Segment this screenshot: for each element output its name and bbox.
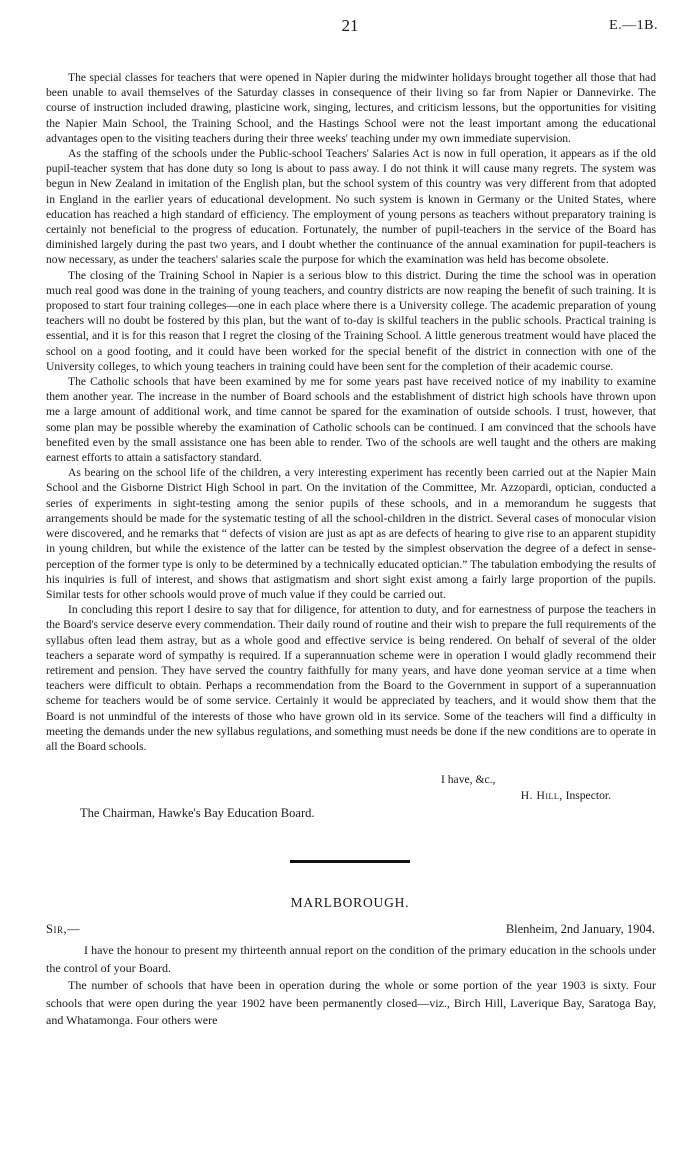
- closing-line: I have, &c.,: [441, 773, 496, 786]
- paragraph-conclusion: In concluding this report I desire to say that for diligence, for attention to duty, and for earnestness of purpose the teachers in the Board's service deserve every commendation. Their daily round of routine and their wish to prepare the full requirements of the syllabus often lead them astray, but as a whole good and effective service is being rendered. On behalf of several of the older teachers a separate word of sympathy is required. If a superannuation scheme were in operation I would gladly recommend their retirement and pension. They have served the country faithfully for many years, and have done yeoman service at a time when teachers were difficult to obtain. Perhaps a recommendation from the Board to the Government in support of a superannuation scheme for teachers would be of some service. Certainly it would be appreciated by teachers, and it would show them that the Board is not unmindful of the interests of those who have grown old in its service. Some of the teachers will find a difficulty in meeting the demands under the new syllabus regulations, and something must needs be done if the new conditions are to operate in all the Board schools.: [46, 603, 656, 753]
- signature-name: H. Hill,: [520, 789, 563, 802]
- paragraph-sight-testing: As bearing on the school life of the children, a very interesting experiment has recently been carried out at the Napier Main School and the Gisborne District High School in part. On the invitation of the Committee, Mr. Azzopardi, optician, conducted a series of experiments in sight-testing among the senior pupils of these schools, and in a memorandum he suggests that arrangements should be made for the systematic testing of all the school-children in the district. Several cases of monocular vision were discovered, and he remarks that “ defects of vision are just as apt as are defects of hearing to give rise to an apparent stupidity in young children, but while the existence of the latter can be tested by the simplest observation the degree of a defect in sense-perception of the former type is only to be determined by a technically educated optician.” The tabulation embodying the results of his inquiries is full of interest, and shows that astigmatism and short sight exist among a fairly large proportion of the pupils. Similar tests for other schools would prove of much value if they could be carried out.: [46, 466, 656, 601]
- salutation: Sir,—: [46, 922, 81, 936]
- paragraph-pupil-teacher-system: As the staffing of the schools under the Public-school Teachers' Salaries Act is now in full operation, it appears as if the old pupil-teacher system that has done duty so long is about to pass away. I do not think it will cause many regrets. The system was begun in New Zealand in imitation of the English plan, but the school system of this country was very different from that adopted in England in the earlier years of educational development. No such system is known in Germany or the United States, where education has reached a high standard of efficiency. The employment of young persons as teachers without preparatory training is certainly not beneficial to the progress of education. Fortunately, the number of pupil-teachers in the service of the Board has diminished largely during the past two years, and I doubt whether the continuance of the annual examination for pupil-teachers is now necessary, as under the teachers' salaries scale the purpose for which the examination was held has become obsolete.: [46, 147, 656, 267]
- section-divider: [290, 860, 410, 863]
- place-date: Blenheim, 2nd January, 1904.: [505, 922, 655, 936]
- page-number: 21: [341, 16, 359, 35]
- paragraph-intro: I have the honour to present my thirteenth annual report on the condition of the primary education in the schools under the control of your Board.: [46, 943, 656, 975]
- signoff-block: [46, 772, 656, 804]
- paragraph-catholic-schools: The Catholic schools that have been examined by me for some years past have received notice of my inability to examine them another year. The increase in the number of Board schools and the establishment of district high schools have thrown upon me a large amount of additional work, and time cannot be spared for the examination of outside schools. I trust, however, that some plan may be possible whereby the examination of Catholic schools can be continued. I am convinced that the schools have benefited even by the small assistance one has been able to render. Two of the schools are well taught and the others are making earnest efforts to attain a satisfactory standard.: [46, 375, 656, 465]
- marlborough-report-body: [46, 942, 656, 1030]
- paragraph-special-classes: The special classes for teachers that were opened in Napier during the midwinter holidays brought together all those that had been unable to avail themselves of the Saturday classes in consequence of their living so far from Napier or Dannevirke. The course of instruction included drawing, plasticine work, singing, lectures, and criticism lessons, but the opportunities for visiting the Napier Main School, the Training School, and the Hastings School were not the least important among the educational advantages open to the visiting teachers during their three weeks' teaching under my own immediate supervision.: [46, 71, 656, 145]
- addressee: The Chairman, Hawke's Bay Education Board.: [80, 806, 315, 820]
- paragraph-schools-count: The number of schools that have been in operation during the whole or some portion of the year 1903 is sixty. Four schools that were open during the year 1902 have been permanently closed—viz., Birch Hill, Laverique Bay, Saratoga Bay, and Whatamonga. Four others were: [46, 978, 656, 1027]
- section-title: MARLBOROUGH.: [290, 895, 410, 910]
- signature-title: Inspector.: [565, 789, 611, 802]
- paragraph-training-school: The closing of the Training School in Napier is a serious blow to this district. During the time the school was in operation much real good was done in the training of young teachers, and country districts are now reaping the benefit of such training. It is proposed to start four training colleges—one in each place where there is a University college. The academic preparation of young teachers will no doubt be fostered by this plan, but the want of to-day is skilful teachers in the public schools. Practical training is essential, and it is for this reason that I regret the closing of the Training School. A little generous treatment would have placed the school on a good footing, and it could have been worked for the special benefit of the district in connection with one of the University colleges, to which young teachers in training could have been sent for the completion of their academic course.: [46, 268, 656, 373]
- signature: [521, 788, 611, 803]
- document-reference: E.—1B.: [609, 18, 658, 33]
- page-header: [0, 16, 700, 42]
- report-body: [46, 70, 656, 754]
